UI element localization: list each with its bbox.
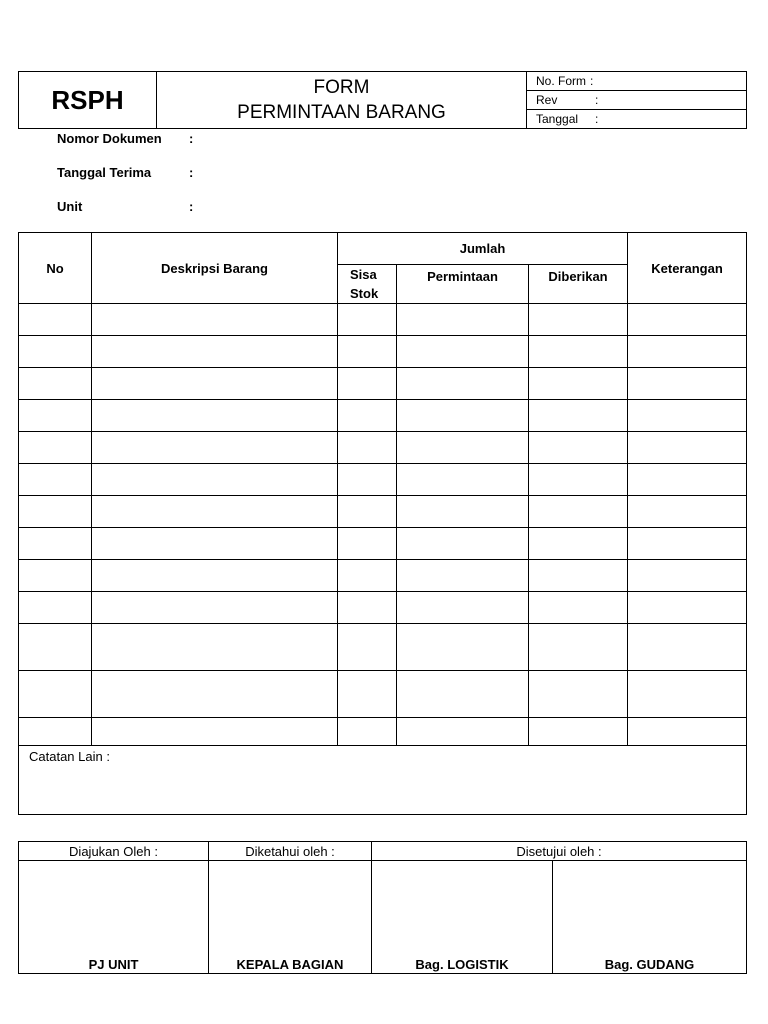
table-row xyxy=(19,718,747,746)
cell-permintaan[interactable] xyxy=(397,304,529,336)
cell-sisa-stok[interactable] xyxy=(338,528,397,560)
info-nomor-dokumen-colon: : xyxy=(189,131,194,146)
table-row xyxy=(19,400,747,432)
cell-no[interactable] xyxy=(19,336,92,368)
form-title xyxy=(157,72,527,129)
cell-deskripsi[interactable] xyxy=(92,432,338,464)
col-header-jumlah: Jumlah xyxy=(338,233,628,265)
table-row xyxy=(19,464,747,496)
meta-tanggal xyxy=(527,110,747,129)
cell-sisa-stok[interactable] xyxy=(338,592,397,624)
info-unit-label: Unit xyxy=(57,199,83,214)
signature-bag-logistik-label: Bag. LOGISTIK xyxy=(415,957,509,972)
cell-keterangan[interactable] xyxy=(628,671,747,718)
form-title-line2: PERMINTAAN BARANG xyxy=(237,102,446,123)
cell-diberikan[interactable] xyxy=(529,368,628,400)
cell-no[interactable] xyxy=(19,592,92,624)
cell-deskripsi[interactable] xyxy=(92,528,338,560)
col-header-deskripsi: Deskripsi Barang xyxy=(92,233,338,304)
col-header-keterangan: Keterangan xyxy=(628,233,747,304)
cell-diberikan[interactable] xyxy=(529,336,628,368)
form-title-line1: FORM xyxy=(313,77,370,98)
cell-sisa-stok[interactable] xyxy=(338,496,397,528)
signature-pj-unit[interactable] xyxy=(19,861,209,974)
cell-deskripsi[interactable] xyxy=(92,464,338,496)
col-header-sisa-line2: Stok xyxy=(350,286,379,301)
cell-keterangan[interactable] xyxy=(628,718,747,746)
meta-tanggal-colon: : xyxy=(595,112,599,126)
table-row xyxy=(19,304,747,336)
cell-permintaan[interactable] xyxy=(397,592,529,624)
cell-no[interactable] xyxy=(19,496,92,528)
col-header-no: No xyxy=(19,233,92,304)
info-unit-colon: : xyxy=(189,199,194,214)
cell-permintaan[interactable] xyxy=(397,671,529,718)
meta-rev xyxy=(527,91,747,110)
diketahui-oleh-label: Diketahui oleh : xyxy=(209,842,372,861)
cell-sisa-stok[interactable] xyxy=(338,718,397,746)
meta-rev-colon: : xyxy=(595,93,599,107)
form-header xyxy=(18,71,747,129)
cell-permintaan[interactable] xyxy=(397,432,529,464)
cell-sisa-stok[interactable] xyxy=(338,368,397,400)
cell-no[interactable] xyxy=(19,400,92,432)
cell-keterangan[interactable] xyxy=(628,368,747,400)
signature-pj-unit-label: PJ UNIT xyxy=(88,957,139,972)
cell-keterangan[interactable] xyxy=(628,592,747,624)
cell-no[interactable] xyxy=(19,528,92,560)
cell-diberikan[interactable] xyxy=(529,624,628,671)
cell-deskripsi[interactable] xyxy=(92,560,338,592)
info-nomor-dokumen xyxy=(57,130,194,148)
disetujui-oleh-label: Disetujui oleh : xyxy=(372,842,747,861)
table-row xyxy=(19,624,747,671)
table-row xyxy=(19,368,747,400)
table-row xyxy=(19,528,747,560)
meta-tanggal-label: Tanggal xyxy=(536,112,579,126)
meta-no-form xyxy=(527,72,747,91)
info-unit xyxy=(57,198,194,216)
cell-deskripsi[interactable] xyxy=(92,400,338,432)
notes-field[interactable] xyxy=(19,746,747,815)
cell-no[interactable] xyxy=(19,304,92,336)
cell-diberikan[interactable] xyxy=(529,718,628,746)
cell-keterangan[interactable] xyxy=(628,336,747,368)
cell-keterangan[interactable] xyxy=(628,528,747,560)
cell-permintaan[interactable] xyxy=(397,336,529,368)
table-row xyxy=(19,671,747,718)
meta-no-form-colon: : xyxy=(590,74,594,88)
info-tanggal-terima xyxy=(57,164,194,182)
cell-permintaan[interactable] xyxy=(397,368,529,400)
cell-deskripsi[interactable] xyxy=(92,671,338,718)
cell-sisa-stok[interactable] xyxy=(338,560,397,592)
cell-sisa-stok[interactable] xyxy=(338,624,397,671)
signature-kepala-bagian-label: KEPALA BAGIAN xyxy=(236,957,344,972)
cell-no[interactable] xyxy=(19,560,92,592)
cell-sisa-stok[interactable] xyxy=(338,671,397,718)
cell-permintaan[interactable] xyxy=(397,496,529,528)
cell-no[interactable] xyxy=(19,671,92,718)
col-header-diberikan: Diberikan xyxy=(529,265,628,304)
cell-sisa-stok[interactable] xyxy=(338,400,397,432)
cell-keterangan[interactable] xyxy=(628,560,747,592)
table-row xyxy=(19,336,747,368)
cell-diberikan[interactable] xyxy=(529,432,628,464)
col-header-sisa-stok xyxy=(338,265,397,304)
cell-keterangan[interactable] xyxy=(628,432,747,464)
cell-diberikan[interactable] xyxy=(529,400,628,432)
table-row xyxy=(19,496,747,528)
table-row xyxy=(19,560,747,592)
cell-permintaan[interactable] xyxy=(397,718,529,746)
cell-deskripsi[interactable] xyxy=(92,592,338,624)
table-row xyxy=(19,432,747,464)
meta-rev-label: Rev xyxy=(536,93,558,107)
items-table xyxy=(18,232,747,815)
cell-permintaan[interactable] xyxy=(397,528,529,560)
cell-keterangan[interactable] xyxy=(628,400,747,432)
cell-permintaan[interactable] xyxy=(397,400,529,432)
cell-sisa-stok[interactable] xyxy=(338,304,397,336)
diajukan-oleh-label: Diajukan Oleh : xyxy=(19,842,209,861)
cell-no[interactable] xyxy=(19,464,92,496)
cell-sisa-stok[interactable] xyxy=(338,432,397,464)
signature-kepala-bagian[interactable] xyxy=(209,861,372,974)
cell-diberikan[interactable] xyxy=(529,496,628,528)
cell-diberikan[interactable] xyxy=(529,304,628,336)
logo: RSPH xyxy=(19,72,157,129)
cell-deskripsi[interactable] xyxy=(92,304,338,336)
col-header-permintaan: Permintaan xyxy=(397,265,529,304)
cell-no[interactable] xyxy=(19,718,92,746)
info-nomor-dokumen-label: Nomor Dokumen xyxy=(57,131,162,146)
cell-permintaan[interactable] xyxy=(397,464,529,496)
cell-no[interactable] xyxy=(19,432,92,464)
cell-diberikan[interactable] xyxy=(529,592,628,624)
cell-diberikan[interactable] xyxy=(529,528,628,560)
col-header-sisa-line1: Sisa xyxy=(350,267,377,282)
info-tanggal-terima-label: Tanggal Terima xyxy=(57,165,152,180)
table-row xyxy=(19,592,747,624)
cell-deskripsi[interactable] xyxy=(92,624,338,671)
signature-bag-gudang[interactable] xyxy=(553,861,747,974)
cell-deskripsi[interactable] xyxy=(92,496,338,528)
signature-table xyxy=(18,841,747,974)
cell-permintaan[interactable] xyxy=(397,560,529,592)
cell-deskripsi[interactable] xyxy=(92,718,338,746)
cell-sisa-stok[interactable] xyxy=(338,464,397,496)
cell-keterangan[interactable] xyxy=(628,464,747,496)
cell-no[interactable] xyxy=(19,368,92,400)
cell-permintaan[interactable] xyxy=(397,624,529,671)
signature-bag-logistik[interactable] xyxy=(372,861,553,974)
cell-diberikan[interactable] xyxy=(529,560,628,592)
meta-no-form-label: No. Form xyxy=(536,74,587,88)
cell-no[interactable] xyxy=(19,624,92,671)
signature-bag-gudang-label: Bag. GUDANG xyxy=(604,957,695,972)
cell-keterangan[interactable] xyxy=(628,304,747,336)
cell-diberikan[interactable] xyxy=(529,671,628,718)
cell-keterangan[interactable] xyxy=(628,496,747,528)
cell-deskripsi[interactable] xyxy=(92,368,338,400)
cell-keterangan[interactable] xyxy=(628,624,747,671)
info-tanggal-terima-colon: : xyxy=(189,165,194,180)
cell-sisa-stok[interactable] xyxy=(338,336,397,368)
cell-diberikan[interactable] xyxy=(529,464,628,496)
cell-deskripsi[interactable] xyxy=(92,336,338,368)
notes-label: Catatan Lain : xyxy=(29,749,110,764)
